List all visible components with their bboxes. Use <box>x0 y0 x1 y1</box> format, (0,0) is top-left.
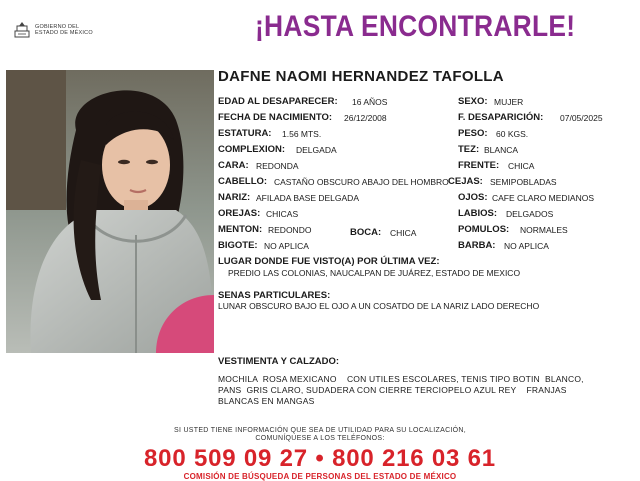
cheekbones-label: POMULOS: <box>458 224 510 235</box>
chin-value: REDONDO <box>268 225 312 235</box>
nose-value: AFILADA BASE DELGADA <box>256 193 359 203</box>
chin-label: MENTON: <box>218 224 263 235</box>
commission-name: COMISIÓN DE BÚSQUEDA DE PERSONAS DEL ESTADO DE MÉXICO <box>183 472 457 481</box>
skin-value: BLANCA <box>484 145 519 155</box>
eyes-label: OJOS: <box>458 192 488 203</box>
gov-line-2: ESTADO DE MÉXICO <box>35 30 93 36</box>
forehead-label: FRENTE: <box>458 160 500 171</box>
ears-label: OREJAS: <box>218 208 261 219</box>
last-seen-label: LUGAR DONDE FUE VISTO(A) POR ÚLTIMA VEZ: <box>218 256 440 267</box>
mouth-value: CHICA <box>390 228 417 238</box>
government-logo <box>14 22 93 38</box>
clothing-line-3: BLANCAS EN MANGAS <box>218 396 315 406</box>
face-label: CARA: <box>218 160 249 171</box>
mouth-label: BOCA: <box>350 227 382 238</box>
cheekbones-value: NORMALES <box>520 225 568 235</box>
lips-label: LABIOS: <box>458 208 498 219</box>
eyes-value: CAFE CLARO MEDIANOS <box>492 193 595 203</box>
age-label: EDAD AL DESAPARECER: <box>218 96 338 107</box>
last-seen-value: PREDIO LAS COLONIAS, NAUCALPAN DE JUÁREZ, ESTADO DE MEXICO <box>228 268 521 278</box>
nose-label: NARIZ: <box>218 192 251 203</box>
eyebrows-value: SEMIPOBLADAS <box>490 177 557 187</box>
marks-label: SENAS PARTICULARES: <box>218 290 331 301</box>
sex-value: MUJER <box>494 97 524 107</box>
person-name: DAFNE NAOMI HERNANDEZ TAFOLLA <box>218 68 504 85</box>
missing-person-photo <box>6 70 214 353</box>
beard-label: BARBA: <box>458 240 496 251</box>
info-notice-2: COMUNÍQUESE A LOS TELÉFONOS: <box>255 435 385 442</box>
hair-value: CASTAÑO OBSCURO ABAJO DEL HOMBRO <box>274 177 449 187</box>
height-label: ESTATURA: <box>218 128 272 139</box>
disappearance-value: 07/05/2025 <box>560 113 603 123</box>
lips-value: DELGADOS <box>506 209 554 219</box>
phone-2[interactable]: 800 216 03 61 <box>332 445 496 472</box>
birth-value: 26/12/2008 <box>344 113 387 123</box>
info-notice-1: SI USTED TIENE INFORMACIÓN QUE SEA DE UTILIDAD PARA SU LOCALIZACIÓN, <box>173 427 467 434</box>
forehead-value: CHICA <box>508 161 535 171</box>
ears-value: CHICAS <box>266 209 299 219</box>
age-value: 16 AÑOS <box>352 97 388 107</box>
clothing-description <box>218 374 618 407</box>
gov-line-1: GOBIERNO DEL <box>35 24 80 30</box>
marks-value: LUNAR OBSCURO BAJO EL OJO A UN COSATDO DE LA NARIZ LADO DERECHO <box>218 301 540 311</box>
mustache-value: NO APLICA <box>264 241 309 251</box>
phone-numbers <box>0 445 640 473</box>
height-value: 1.56 MTS. <box>282 129 322 139</box>
birth-label: FECHA DE NACIMIENTO: <box>218 112 332 123</box>
headline: ¡HASTA ENCONTRARLE! <box>255 10 576 43</box>
mustache-label: BIGOTE: <box>218 240 258 251</box>
beard-value: NO APLICA <box>504 241 549 251</box>
eyebrows-label: CEJAS: <box>448 176 483 187</box>
weight-value: 60 KGS. <box>496 129 529 139</box>
build-value: DELGADA <box>296 145 337 155</box>
build-label: COMPLEXION: <box>218 144 286 155</box>
face-value: REDONDA <box>256 161 299 171</box>
phone-1[interactable]: 800 509 09 27 <box>144 445 308 472</box>
weight-label: PESO: <box>458 128 488 139</box>
phone-separator: • <box>315 445 325 472</box>
clothing-line-2: PANS GRIS CLARO, SUDADERA CON CIERRE TERCIOPELO AZUL REY FRANJAS <box>218 385 567 395</box>
clothing-line-1: MOCHILA ROSA MEXICANO CON UTILES ESCOLARES, TENIS TIPO BOTIN BLANCO, <box>218 374 584 384</box>
portrait-illustration <box>6 70 214 353</box>
hair-label: CABELLO: <box>218 176 268 187</box>
sex-label: SEXO: <box>458 96 488 107</box>
clothing-label: VESTIMENTA Y CALZADO: <box>218 356 340 367</box>
state-emblem-icon <box>14 22 30 38</box>
skin-label: TEZ: <box>458 144 480 155</box>
disappearance-label: F. DESAPARICIÓN: <box>458 112 544 123</box>
